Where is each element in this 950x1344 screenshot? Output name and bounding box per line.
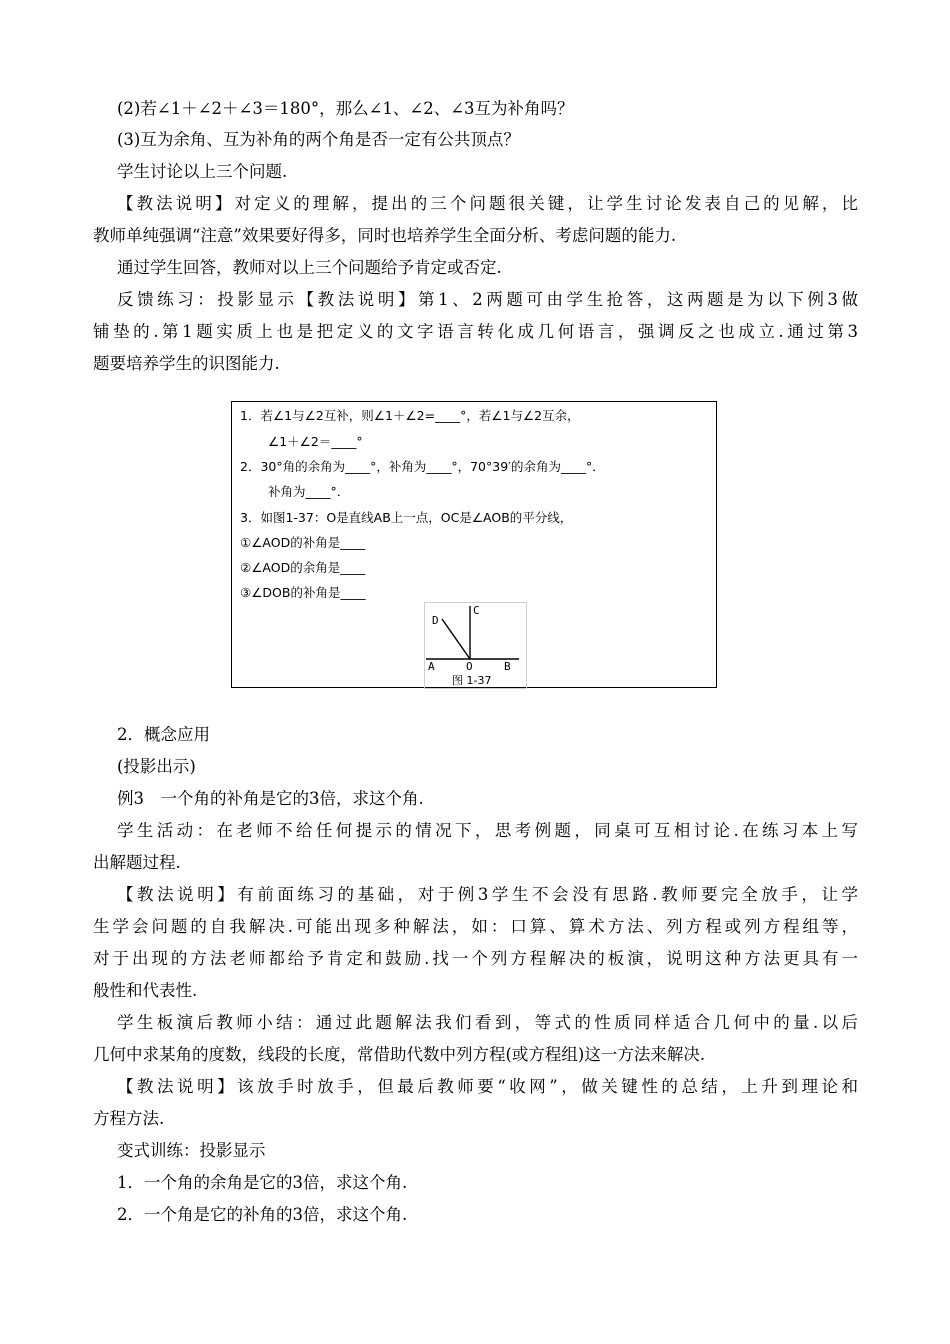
variant-question-2: 2．一个角是它的补角的3倍，求这个角. bbox=[117, 1205, 408, 1224]
label-c: C bbox=[473, 604, 480, 617]
exercise-1-line-2: ∠1＋∠2＝____° bbox=[268, 434, 363, 449]
teacher-response-line: 通过学生回答，教师对以上三个问题给予肯定或否定. bbox=[117, 258, 502, 277]
exercise-3-prompt: 3．如图1-37：O是直线AB上一点，OC是∠AOB的平分线， bbox=[240, 510, 573, 525]
method-note-3-line-2: 方程方法. bbox=[93, 1109, 165, 1128]
exercise-1-line-1: 1．若∠1与∠2互补，则∠1＋∠2=____°，若∠1与∠2互余， bbox=[240, 408, 580, 423]
exercise-3-item-1: ①∠AOD的补角是____ bbox=[240, 535, 366, 550]
summary-line-1: 学生板演后教师小结：通过此题解法我们看到，等式的性质同样适合几何中的量.以后 bbox=[117, 1013, 858, 1032]
student-activity-line-2: 出解题过程. bbox=[93, 853, 181, 872]
ray-od bbox=[442, 619, 470, 659]
method-note-3-line-1: 【教法说明】该放手时放手，但最后教师要“收网”，做关键性的总结，上升到理论和 bbox=[117, 1077, 858, 1096]
section-heading: 2．概念应用 bbox=[117, 725, 210, 744]
question-2: (2)若∠1＋∠2＋∠3＝180°，那么∠1、∠2、∠3互为补角吗？ bbox=[117, 99, 574, 118]
figure-caption: 图 1-37 bbox=[452, 674, 492, 687]
exercise-2-line-1: 2．30°角的余角为____°，补角为____°，70°39′的余角为____°． bbox=[240, 459, 605, 474]
summary-line-2: 几何中求某角的度数，线段的长度，常借助代数中列方程(或方程组)这一方法来解决. bbox=[93, 1045, 706, 1064]
method-note-2-line-4: 般性和代表性. bbox=[93, 981, 198, 1000]
discussion-line: 学生讨论以上三个问题. bbox=[117, 162, 288, 181]
question-3: (3)互为余角、互为补角的两个角是否一定有公共顶点？ bbox=[117, 130, 520, 149]
label-b: B bbox=[504, 660, 511, 673]
student-activity-line-1: 学生活动：在老师不给任何提示的情况下，思考例题，同桌可互相讨论.在练习本上写 bbox=[117, 821, 858, 840]
feedback-line-1: 反馈练习：投影显示【教法说明】第1、2两题可由学生抢答，这两题是为以下例3做 bbox=[117, 290, 858, 309]
variant-question-1: 1．一个角的余角是它的3倍，求这个角. bbox=[117, 1173, 408, 1192]
exercise-3-item-2: ②∠AOD的余角是____ bbox=[240, 560, 366, 575]
feedback-line-3: 题要培养学生的识图能力. bbox=[93, 354, 280, 373]
label-d: D bbox=[432, 614, 439, 627]
method-note-2-line-3: 对于出现的方法老师都给予肯定和鼓励.找一个列方程解决的板演，说明这种方法更具有一 bbox=[93, 949, 858, 968]
method-note-2-line-2: 生学会问题的自我解决.可能出现多种解法，如：口算、算术方法、列方程或列方程组等， bbox=[93, 917, 858, 936]
method-note-2-line-1: 【教法说明】有前面练习的基础，对于例3学生不会没有思路.教师要完全放手，让学 bbox=[117, 885, 858, 904]
exercise-3-item-3: ③∠DOB的补角是____ bbox=[240, 585, 366, 600]
label-a: A bbox=[428, 660, 435, 673]
example-3: 例3 一个角的补角是它的3倍，求这个角. bbox=[117, 789, 424, 808]
method-note-1-line-2: 教师单纯强调“注意”效果要好得多，同时也培养学生全面分析、考虑问题的能力. bbox=[93, 226, 677, 245]
label-o: O bbox=[466, 660, 473, 673]
projection-note: (投影出示) bbox=[117, 757, 196, 776]
method-note-1-line-1: 【教法说明】对定义的理解，提出的三个问题很关键，让学生讨论发表自己的见解，比 bbox=[117, 194, 858, 213]
exercise-2-line-2: 补角为____°． bbox=[268, 484, 350, 499]
variant-training: 变式训练：投影显示 bbox=[117, 1141, 266, 1160]
feedback-line-2: 铺垫的.第1题实质上也是把定义的文字语言转化成几何语言，强调反之也成立.通过第3 bbox=[93, 322, 858, 341]
figure-1-37 bbox=[424, 602, 527, 689]
